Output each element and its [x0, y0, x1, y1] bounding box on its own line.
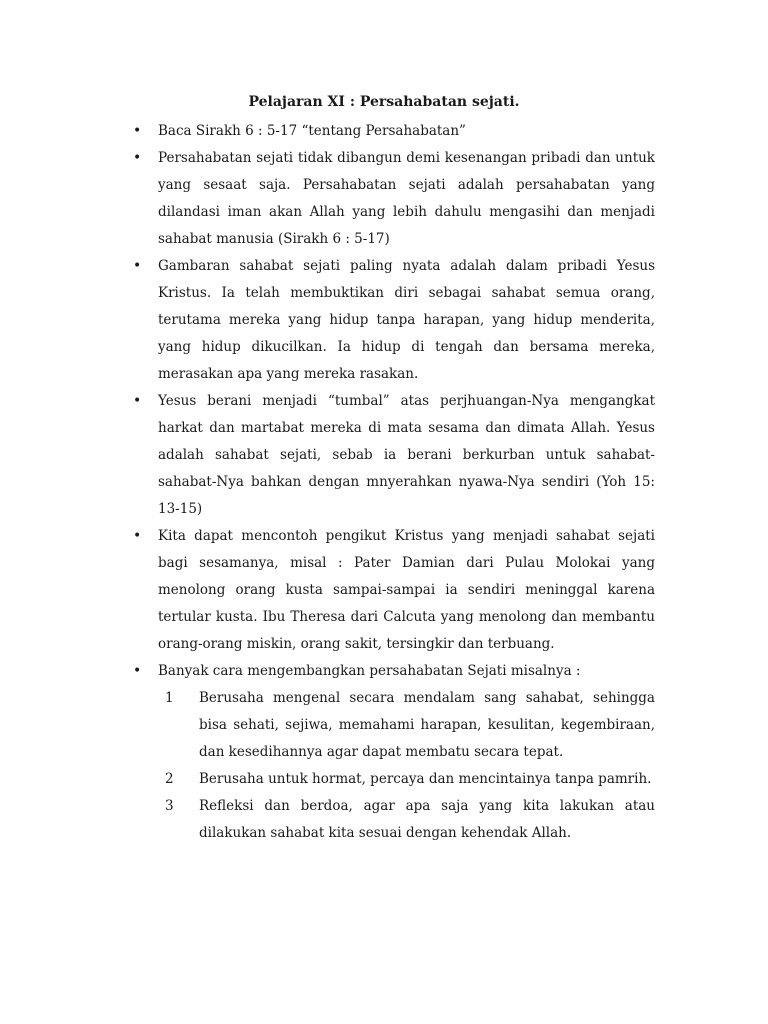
bullet-item-6	[130, 658, 655, 847]
bullet-item-3	[130, 253, 655, 388]
bullet-item-4	[130, 388, 655, 523]
bullet-icon: •	[133, 258, 142, 274]
bullet-icon: •	[133, 123, 142, 139]
bullet-text: Gambaran sahabat sejati paling nyata adalah dalam pribadi Yesus Kristus. Ia telah membuktikan diri sebagai sahabat semua orang, terutama mereka yang hidup tanpa harapan, yang hidup menderita, yang hidup dikucilkan. Ia hidup di tengah dan bersama mereka, merasakan apa yang mereka rasakan.	[158, 258, 655, 382]
numbered-item-3	[158, 793, 655, 847]
bullet-item-1	[130, 118, 655, 145]
item-number: 1	[165, 690, 174, 706]
item-text: Refleksi dan berdoa, agar apa saja yang kita lakukan atau dilakukan sahabat kita sesuai dengan kehendak Allah.	[199, 798, 655, 841]
numbered-item-2	[158, 766, 655, 793]
bullet-icon: •	[133, 663, 142, 679]
item-number: 2	[165, 771, 174, 787]
item-text: Berusaha mengenal secara mendalam sang sahabat, sehingga bisa sehati, sejiwa, memahami harapan, kesulitan, kegembiraan, dan kesedihannya agar dapat membatu secara tepat.	[199, 690, 655, 760]
bullet-text: Persahabatan sejati tidak dibangun demi kesenangan pribadi dan untuk yang sesaat saja. Persahabatan sejati adalah persahabatan yang dilandasi iman akan Allah yang lebih dahulu mengasihi dan menjadi sahabat manusia (Sirakh 6 : 5-17)	[158, 150, 655, 247]
bullet-icon: •	[133, 393, 142, 409]
bullet-item-5	[130, 523, 655, 658]
bullet-icon: •	[133, 150, 142, 166]
bullet-text: Kita dapat mencontoh pengikut Kristus yang menjadi sahabat sejati bagi sesamanya, misal : Pater Damian dari Pulau Molokai yang menolong orang kusta sampai-sampai ia sendiri meninggal karena tertular kusta. Ibu Theresa dari Calcuta yang menolong dan membantu orang-orang miskin, orang sakit, tersingkir dan terbuang.	[158, 528, 655, 652]
bullet-text: Yesus berani menjadi “tumbal” atas perjhuangan-Nya mengangkat harkat dan martabat mereka di mata sesama dan dimata Allah. Yesus adalah sahabat sejati, sebab ia berani berkurban untuk sahabat-sahabat-Nya bahkan dengan mnyerahkan nyawa-Nya sendiri (Yoh 15: 13-15)	[158, 393, 655, 517]
numbered-item-1	[158, 685, 655, 766]
bullet-icon: •	[133, 528, 142, 544]
item-number: 3	[165, 798, 174, 814]
page-title: Pelajaran XI : Persahabatan sejati.	[248, 94, 520, 110]
item-text: Berusaha untuk hormat, percaya dan mencintainya tanpa pamrih.	[199, 771, 652, 787]
bullet-text: Baca Sirakh 6 : 5-17 “tentang Persahabatan”	[158, 123, 466, 139]
bullet-item-2	[130, 145, 655, 253]
bullet-text: Banyak cara mengembangkan persahabatan Sejati misalnya :	[158, 663, 581, 679]
numbered-list	[158, 685, 655, 847]
bullet-list	[130, 118, 655, 847]
